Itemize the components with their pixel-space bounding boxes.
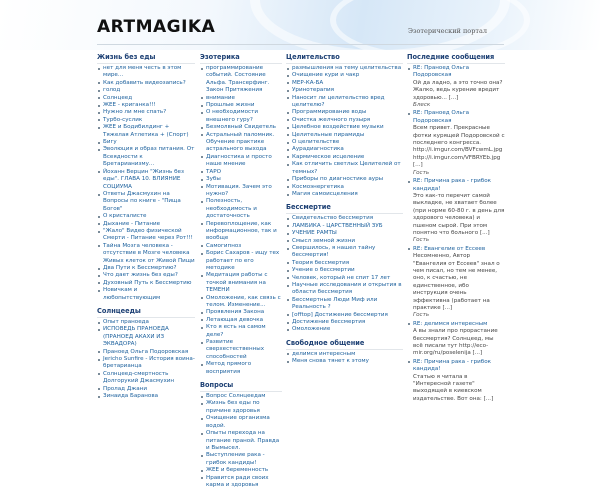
category-link[interactable]: Проявления Закона bbox=[200, 309, 282, 316]
category-link[interactable]: Свидетельство бессмертия bbox=[286, 215, 403, 222]
recent-comment bbox=[407, 178, 505, 245]
category-link[interactable]: голод bbox=[97, 87, 195, 94]
category-link[interactable]: [offtop] Достижение бессмертия bbox=[286, 312, 403, 319]
category-link-list bbox=[200, 393, 282, 489]
category-link[interactable]: "Жало" Видео физической Смерти - Питание через Рот!!! bbox=[97, 228, 195, 243]
category-link[interactable]: О целительстве bbox=[286, 139, 403, 146]
category-link[interactable]: О кристалисте bbox=[97, 213, 195, 220]
category-link[interactable]: Солнцеед-смертность Долгорукий Джасмухин bbox=[97, 371, 195, 386]
comment-excerpt: Несомненно, Автор "Евангелия от Ессеев" знал о чем писал, но тем не менее, оно, к счастью, не единственное, ибо инструкция очень эффективна (работает на практике [...] bbox=[413, 253, 500, 311]
header-divider bbox=[97, 44, 504, 45]
category-link[interactable]: Мотивация. Зачем это нужно? bbox=[200, 184, 282, 199]
category-link[interactable]: делимся интересным bbox=[286, 351, 403, 358]
category-link[interactable]: Дыхание - Питание bbox=[97, 221, 195, 228]
category-link[interactable]: Очищение организма водой. bbox=[200, 415, 282, 430]
category-link[interactable]: Программирование воды bbox=[286, 109, 403, 116]
category-link[interactable]: Целебное воздействие музыки bbox=[286, 124, 403, 131]
comment-post-link[interactable]: RE: делимся интересным bbox=[407, 321, 505, 328]
category-link[interactable]: УЧЕНИЕ РАМТЫ bbox=[286, 230, 403, 237]
recent-comment bbox=[407, 65, 505, 109]
category-link[interactable]: Астральный паломник. Обучение практике астрального выхода bbox=[200, 132, 282, 154]
comment-post-link[interactable]: RE: Евангелие от Ессеев bbox=[407, 246, 505, 253]
category-link[interactable]: Перевоплощение, как информационное, так и вообще bbox=[200, 221, 282, 243]
comment-excerpt: Статью я читала в "Интересной газете" выходящей в киевском издательстве. Вот она: [...] bbox=[413, 373, 494, 402]
category-link[interactable]: Бессмертные Люди Миф или Реальность ? bbox=[286, 297, 403, 312]
category-link[interactable]: Жизнь без еды по причине здоровья bbox=[200, 400, 282, 415]
category-link[interactable]: Прошлые жизни bbox=[200, 102, 282, 109]
site-title[interactable]: ARTMAGIKA bbox=[97, 17, 216, 37]
category-link[interactable]: Как отличить светлых Целителей от темных? bbox=[286, 161, 403, 176]
category-link[interactable]: Омоложение bbox=[286, 326, 403, 333]
category-link[interactable]: Достижение бессмертия bbox=[286, 319, 403, 326]
category-link[interactable]: Йоханн Верцин "Жизнь без еды". ГЛАВА 10. ВЛИЯНИЕ СОЦИУМА bbox=[97, 169, 195, 191]
category-link[interactable]: Два Пути к Бессмертию? bbox=[97, 265, 195, 272]
category-link[interactable]: Зинаида Баранова bbox=[97, 393, 195, 400]
comment-author: Гость bbox=[413, 312, 430, 319]
category-link-list bbox=[97, 319, 195, 400]
category-link[interactable]: Полезность, необходимость и достаточность bbox=[200, 198, 282, 220]
category-link[interactable]: Теория бессмертия bbox=[286, 260, 403, 267]
category-link[interactable]: Нужно ли мне спать? bbox=[97, 109, 195, 116]
category-link[interactable]: Выступление рака - грибок кандиды! bbox=[200, 452, 282, 467]
category-link[interactable]: ЖЕЕ - криганка!!! bbox=[97, 102, 195, 109]
category-link[interactable]: Кармическое исцеление bbox=[286, 154, 403, 161]
category-link[interactable]: Метод прямого восприятия bbox=[200, 361, 282, 376]
comment-author: Гость bbox=[413, 169, 430, 176]
category-link[interactable]: О необходимости внешнего гуру? bbox=[200, 109, 282, 124]
comment-excerpt: Это как-то перечит самой выкладке, не хватает более (при норме 60-80 г. в день для здорового человека) и пшеном сырой. При этом понятно что больного [...] bbox=[413, 192, 505, 236]
category-link[interactable]: Вопрос Солнцеедам bbox=[200, 393, 282, 400]
widget-title: Солнцееды bbox=[97, 307, 195, 318]
category-link[interactable]: Магия самоисцеления bbox=[286, 191, 403, 198]
comment-excerpt: Всем привет. Прекрасные фотки курящей Подоровской с последнего конгресса. http://i.imgur.com/BVFcwmL.jpg http://i.imgur.com/VFBRYEb.jpg [...] bbox=[413, 125, 505, 169]
category-link-list bbox=[286, 65, 403, 198]
category-link[interactable]: Пролад Джани bbox=[97, 386, 195, 393]
category-link[interactable]: Самогипноз bbox=[200, 243, 282, 250]
category-link[interactable]: Эволюция и образ питания. От Всеядности к Бретарианизму... bbox=[97, 146, 195, 168]
category-link[interactable]: Наносит ли целительство вред целителю? bbox=[286, 95, 403, 110]
category-link[interactable]: размышления на тему целительства bbox=[286, 65, 403, 72]
category-link[interactable]: Диагностика и просто наше мнение bbox=[200, 154, 282, 169]
category-link[interactable]: Jericho Sunfire - История воина-бретарианца bbox=[97, 356, 195, 371]
category-link[interactable]: Бигу bbox=[97, 139, 195, 146]
category-link[interactable]: Праноед Ольга Подоровская bbox=[97, 349, 195, 356]
recent-comment bbox=[407, 110, 505, 177]
category-link[interactable]: внимание bbox=[200, 95, 282, 102]
header-banner bbox=[0, 0, 600, 50]
recent-comment bbox=[407, 246, 505, 320]
widget-title: Вопросы bbox=[200, 381, 282, 392]
category-link[interactable]: Медитация работы с точкой внимания на ТЕМЕНИ bbox=[200, 272, 282, 294]
category-link[interactable]: Учение о бессмертии bbox=[286, 267, 403, 274]
category-link[interactable]: Нравится ради своих карма и здоровья bbox=[200, 475, 282, 489]
comment-post-link[interactable]: RE: Праноед Ольга Подоровская bbox=[407, 110, 505, 125]
category-link[interactable]: Новичкам и любопытствующим bbox=[97, 287, 195, 302]
category-link[interactable]: Смысл земной жизни bbox=[286, 238, 403, 245]
category-link[interactable]: нет для меня честь в этом мире... bbox=[97, 65, 195, 80]
category-link-list bbox=[286, 215, 403, 334]
sidebar-column-2 bbox=[200, 53, 282, 489]
sidebar-column-3 bbox=[286, 53, 403, 366]
recent-comment bbox=[407, 359, 505, 403]
category-link[interactable]: Безмолвный Свидетель bbox=[200, 124, 282, 131]
category-link[interactable]: Меня снова тянет к этому bbox=[286, 358, 403, 365]
comment-post-link[interactable]: RE: Причина рака - грибок кандида! bbox=[407, 359, 505, 374]
category-link[interactable]: Человек, который не спит 17 лет bbox=[286, 275, 403, 282]
recent-comment bbox=[407, 321, 505, 358]
comment-excerpt: Ой да ладно, а это точно она? Жалко, ведь курение вредит здоровью... [...] bbox=[413, 79, 503, 101]
widget-title: Свободное общение bbox=[286, 339, 403, 350]
site-description: Эзотерический портал bbox=[408, 27, 487, 35]
category-link[interactable]: Летающая девочка bbox=[200, 317, 282, 324]
category-link[interactable]: Очистка желчного пузыря bbox=[286, 117, 403, 124]
category-link[interactable]: ЖЕЕ и Бодибилдинг + Тяжелая Атлетика + (Спорт) bbox=[97, 124, 195, 139]
category-link[interactable]: Духовный Путь к Бессмертию bbox=[97, 280, 195, 287]
category-link[interactable]: Целительные пирамиды bbox=[286, 132, 403, 139]
widget-title: Эзотерика bbox=[200, 53, 282, 64]
widget-title: Целительство bbox=[286, 53, 403, 64]
widget-title: Жизнь без еды bbox=[97, 53, 195, 64]
category-link[interactable]: Что дает жизнь без еды? bbox=[97, 272, 195, 279]
category-link[interactable]: Кто я есть на самом деле? bbox=[200, 324, 282, 339]
category-link[interactable]: Космоэнергетика bbox=[286, 184, 403, 191]
category-link-list bbox=[200, 65, 282, 376]
widget-title: Последние сообщения bbox=[407, 53, 505, 64]
category-link[interactable]: Развитие сверхестественных способностей bbox=[200, 339, 282, 361]
category-link-list bbox=[286, 351, 403, 366]
category-link[interactable]: Аурадиагностика bbox=[286, 146, 403, 153]
category-link[interactable]: Уринотерапия bbox=[286, 87, 403, 94]
category-link[interactable]: Опыты перехода на питание праной. Правда и Вымысел. bbox=[200, 430, 282, 452]
category-link[interactable]: Ответы Джасмухин на Вопросы по книге - "Пища Богов" bbox=[97, 191, 195, 213]
comment-post-link[interactable]: RE: Причина рака - грибок кандида! bbox=[407, 178, 505, 193]
category-link-list bbox=[97, 65, 195, 302]
category-link[interactable]: Свершилось, я нашел тайну бессмертия! bbox=[286, 245, 403, 260]
category-link[interactable]: ЛАМБИКА - ЦАРСТВЕННЫЙ ЗУБ bbox=[286, 223, 403, 230]
category-link[interactable]: МЕР-КА-БА bbox=[286, 80, 403, 87]
comment-author: Блеск bbox=[413, 102, 431, 109]
category-link[interactable]: ТАРО bbox=[200, 169, 282, 176]
category-link[interactable]: Очищение кури и чакр bbox=[286, 72, 403, 79]
category-link[interactable]: Борис Сахаров - ищу тех работает по его методике bbox=[200, 250, 282, 272]
comment-excerpt: А вы знали про прорастание бессмертия? Солнцеед, мы всё писали тут http://eco-mir.org/ru/poselenija [...] bbox=[413, 328, 498, 357]
sidebar-column-1 bbox=[97, 53, 195, 400]
category-link[interactable]: Солнцеед bbox=[97, 95, 195, 102]
category-link[interactable]: ИСПОВЕДЬ ПРАНОЕДА (ПРАНОЕД АКАХИ ИЗ ЭКВАДОРА) bbox=[97, 326, 195, 348]
category-link[interactable]: Приборы по диагностике ауры bbox=[286, 176, 403, 183]
category-link[interactable]: Как добавить видеозапись? bbox=[97, 80, 195, 87]
category-link[interactable]: Зубы bbox=[200, 176, 282, 183]
category-link[interactable]: Тайна Мозга человека - отсутствие в Мозге человека Живых клеток от Живой Пищи bbox=[97, 243, 195, 265]
widget-title: Бессмертие bbox=[286, 203, 403, 214]
comment-author: Гость bbox=[413, 237, 430, 244]
recent-comments-column bbox=[407, 53, 505, 404]
category-link[interactable]: Опыт праноеда bbox=[97, 319, 195, 326]
comment-post-link[interactable]: RE: Праноед Ольга Подоровская bbox=[407, 65, 505, 80]
category-link[interactable]: Научные исследования и открытия в области бессмертия bbox=[286, 282, 403, 297]
category-link[interactable]: ЖЕЕ и беременность bbox=[200, 467, 282, 474]
category-link[interactable]: Турбо-суслик bbox=[97, 117, 195, 124]
category-link[interactable]: Омоложение, как связь с телом. Изменение... bbox=[200, 295, 282, 310]
category-link[interactable]: программирование событий. Состояние Альфа. Трансерфинг. Закон Притяжения bbox=[200, 65, 282, 95]
